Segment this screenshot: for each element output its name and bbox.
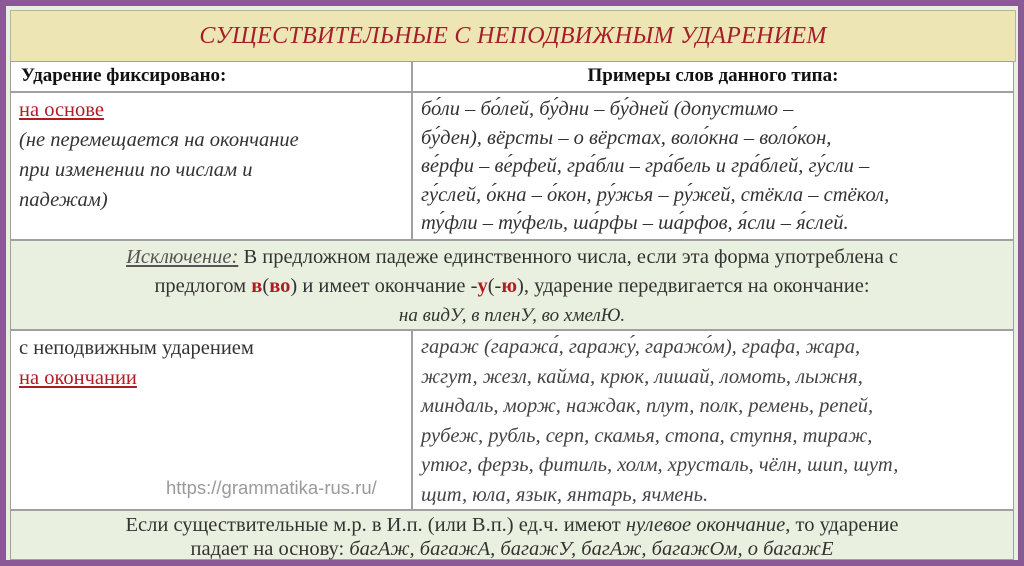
exception-cell — [10, 240, 1014, 330]
footer-line2-a: падает на основу: — [190, 538, 350, 560]
exception-line-1 — [11, 243, 1013, 272]
preposition-v: в — [251, 275, 263, 297]
row2-example-line-0: гараж (гаража́, гаражу́, гаражо́м), графа, жара, — [421, 336, 861, 358]
page-title: СУЩЕСТВИТЕЛЬНЫЕ С НЕПОДВИЖНЫМ УДАРЕНИЕМ — [10, 10, 1016, 62]
row1-label-cell — [10, 92, 412, 240]
row2-example-line-1: жгут, жезл, кайма, крюк, лишай, ломоть, лыжня, — [421, 365, 863, 388]
exception-line-2 — [11, 272, 1013, 301]
header-right — [412, 61, 1014, 92]
row1-label: на основе — [19, 99, 104, 121]
footer-line-2 — [11, 537, 1013, 561]
preposition-vo: во — [269, 275, 291, 297]
row1-note-line-2: падежам) — [19, 189, 108, 211]
row1-note-line-1: при изменении по числам и — [19, 159, 253, 181]
footer-line1-c: , то ударение — [785, 514, 899, 536]
paren-open: ( — [262, 275, 270, 297]
row1-example-line-2: ве́рфи – ве́рфей, гра́бли – гра́бель и гра́блей, гу́сли – — [421, 155, 870, 177]
exception-line2-a: предлогом — [154, 275, 252, 297]
row1-note-line-0: (не перемещается на окончание — [19, 129, 299, 151]
exception-line2-c: ), ударение передвигается на окончание: — [517, 275, 870, 297]
row1-example-line-0: бо́ли – бо́лей, бу́дни – бу́дней (допустимо – — [421, 98, 794, 120]
row2-example-line-3: рубеж, рубль, серп, скамья, стопа, ступня, тираж, — [421, 424, 873, 447]
row2-examples-cell — [412, 330, 1014, 510]
footer-examples: багАж, багажА, багажУ, багАж, багажОм, о багажЕ — [349, 538, 834, 560]
exception-examples: на видУ, в пленУ, во хмелЮ. — [398, 305, 626, 326]
exception-line1-rest: В предложном падеже единственного числа, если эта форма употреблена с — [238, 246, 898, 268]
row1-example-line-3: гу́слей, о́кна – о́кон, ру́жья – ру́жей, стёкла – стёкол, — [421, 183, 890, 206]
paren-close: ) — [290, 275, 298, 297]
ending-u: у — [477, 275, 488, 297]
exception-word: Исключение: — [126, 246, 239, 268]
dash-open: (- — [487, 275, 502, 297]
row2-example-line-5: щит, юла, язык, янтарь, ячмень. — [421, 483, 709, 506]
row1-example-line-1: бу́ден), вёрсты – о вёрстах, воло́кна – воло́кон, — [421, 126, 832, 149]
row2-example-line-4: утюг, ферзь, фитиль, холм, хрусталь, чёлн, шип, шут, — [421, 454, 899, 476]
footer-line1-a: Если существительные м.р. в И.п. (или В.п.) ед.ч. имеют — [125, 514, 626, 536]
footer-cell — [10, 510, 1014, 560]
footer-line-1 — [11, 513, 1013, 537]
ending-yu: ю — [501, 275, 518, 297]
header-right-text: Примеры слов данного типа: — [587, 65, 839, 86]
footer-zero-ending: нулевое окончание — [625, 514, 786, 536]
header-left — [10, 61, 412, 92]
row2-label-line1: с неподвижным ударением — [19, 337, 254, 359]
row2-label-line2: на окончании — [19, 367, 137, 389]
row1-examples-cell — [412, 92, 1014, 240]
row2-example-line-2: миндаль, морж, наждак, плут, полк, ремень, репей, — [421, 395, 874, 417]
exception-line2-b: и имеет окончание - — [297, 275, 478, 297]
header-left-text: Ударение фиксировано: — [21, 65, 227, 86]
row1-example-line-4: ту́фли – ту́фель, ша́рфы – ша́рфов, я́сли – я́слей. — [421, 212, 849, 234]
site-watermark: https://grammatika-rus.ru/ — [166, 477, 377, 498]
